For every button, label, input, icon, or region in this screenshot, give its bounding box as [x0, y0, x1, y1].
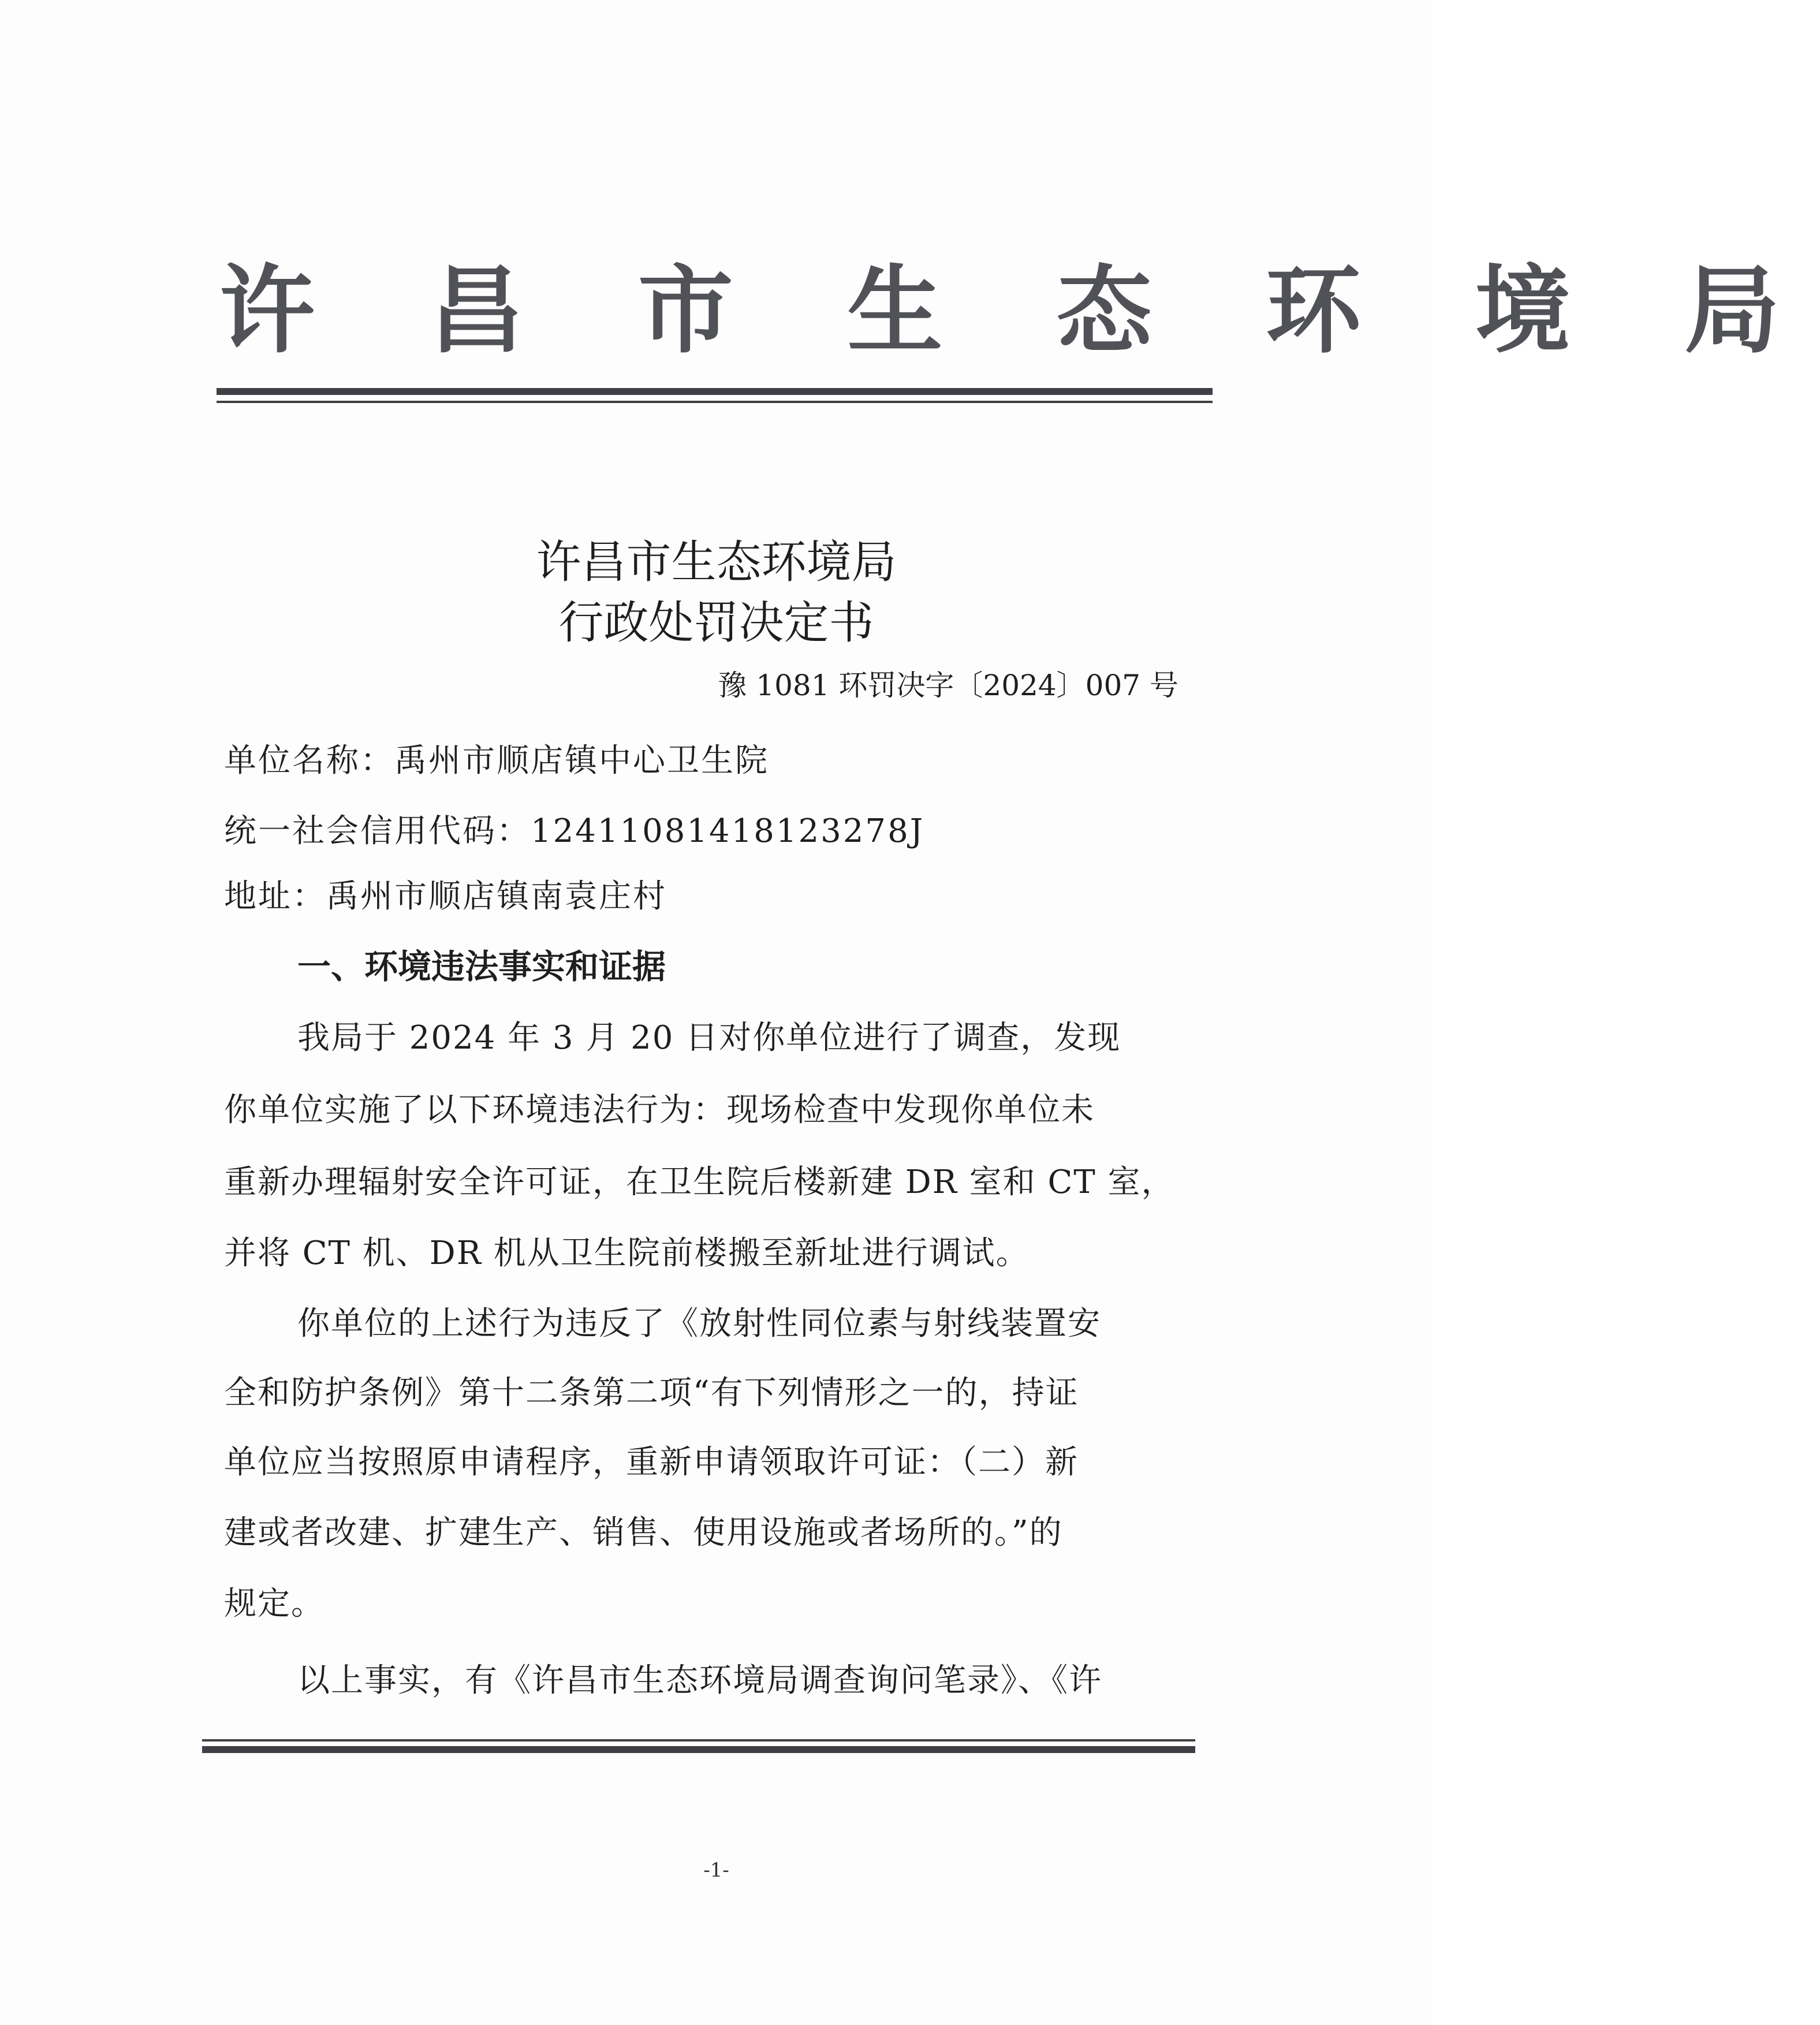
page-number: -1-: [703, 1859, 729, 1882]
letterhead-title: 许 昌 市 生 态 环 境 局: [219, 254, 1820, 366]
document-number: 豫 1081 环罚决字〔2024〕007 号: [718, 669, 1178, 702]
paragraph-line: 以上事实，有《许昌市生态环境局调查询问笔录》、《许: [297, 1662, 1102, 1699]
document-title-line1: 许昌市生态环境局: [536, 536, 897, 588]
letterhead-rule-thin: [217, 401, 1213, 403]
paragraph-line: 规定。: [224, 1585, 325, 1623]
paragraph-line: 单位应当按照原申请程序，重新申请领取许可证：（二）新: [224, 1444, 1079, 1481]
paragraph-line: 你单位实施了以下环境违法行为：现场检查中发现你单位未: [224, 1091, 1095, 1129]
paragraph-line: 重新办理辐射安全许可证，在卫生院后楼新建 DR 室和 CT 室，: [224, 1163, 1175, 1201]
paragraph-line: 全和防护条例》第十二条第二项“有下列情形之一的，持证: [224, 1374, 1079, 1412]
letterhead-rule-thick: [217, 388, 1213, 395]
unit-name-field: 单位名称：禹州市顺店镇中心卫生院: [224, 742, 769, 780]
paragraph-line: 你单位的上述行为违反了《放射性同位素与射线装置安: [297, 1305, 1101, 1342]
paragraph-line: 并将 CT 机、DR 机从卫生院前楼搬至新址进行调试。: [224, 1235, 1030, 1272]
footer-rule-thick: [202, 1746, 1195, 1753]
paragraph-line: 我局于 2024 年 3 月 20 日对你单位进行了调查，发现: [297, 1019, 1121, 1057]
footer-rule-thin: [202, 1739, 1195, 1741]
credit-code-field: 统一社会信用代码：12411081418123278J: [224, 812, 925, 850]
address-field: 地址：禹州市顺店镇南袁庄村: [224, 878, 667, 915]
footer-rule: [202, 1739, 1195, 1759]
paragraph-line: 建或者改建、扩建生产、销售、使用设施或者场所的。”的: [224, 1514, 1063, 1552]
document-title-line2: 行政处罚决定书: [558, 597, 874, 649]
section-heading: 一、环境违法事实和证据: [297, 947, 666, 986]
letterhead-rule: [217, 388, 1213, 408]
